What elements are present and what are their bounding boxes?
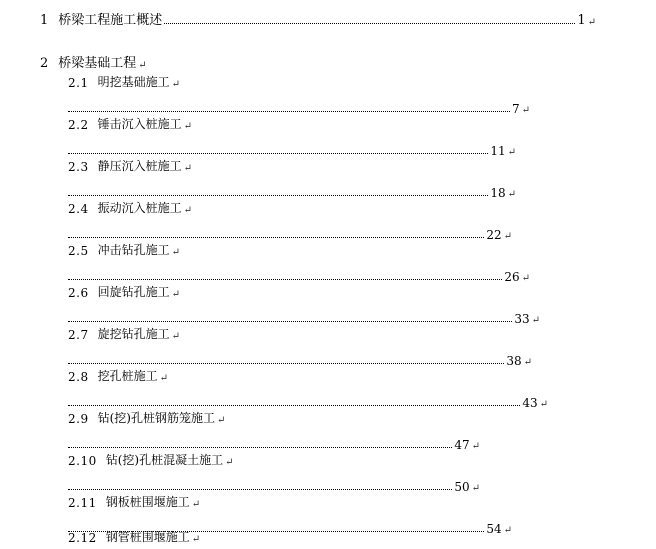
paragraph-mark-icon: ↵: [587, 17, 596, 28]
toc-entry[interactable]: [68, 72, 530, 116]
page-number: 18: [490, 186, 506, 200]
toc-entry[interactable]: [68, 198, 512, 242]
paragraph-mark-icon: ↵: [171, 247, 180, 258]
section-title: 钻(挖)孔桩钢筋笼施工: [97, 411, 215, 425]
toc-chapter-1[interactable]: [40, 10, 596, 28]
paragraph-mark-icon: ↵: [138, 60, 147, 71]
section-number: 2.8: [68, 370, 89, 384]
page-number: 38: [506, 354, 522, 368]
toc-entry[interactable]: [68, 450, 480, 494]
page-number: 47: [454, 438, 470, 452]
chapter-number: 1: [40, 13, 49, 28]
paragraph-mark-icon: ↵: [503, 231, 512, 242]
toc-entry[interactable]: [68, 408, 480, 452]
page-number: 54: [486, 522, 502, 536]
toc-entry[interactable]: [68, 324, 532, 368]
dot-leader: [68, 237, 484, 238]
dot-leader: [68, 447, 452, 448]
section-title: 振动沉入桩施工: [97, 201, 182, 215]
paragraph-mark-icon: ↵: [216, 415, 226, 426]
paragraph-mark-icon: ↵: [171, 79, 180, 90]
section-title: 回旋钻孔施工: [97, 285, 170, 299]
section-number: 2.7: [68, 328, 89, 342]
page-number: 50: [454, 480, 470, 494]
section-title: 钢管桩围堰施工: [105, 530, 190, 544]
section-number: 2.1: [68, 76, 89, 90]
paragraph-mark-icon: ↵: [521, 105, 530, 116]
paragraph-mark-icon: ↵: [159, 373, 168, 384]
paragraph-mark-icon: ↵: [523, 357, 532, 368]
chapter-title: 桥梁工程施工概述: [58, 13, 163, 28]
section-title: 钢板桩围堰施工: [105, 495, 190, 509]
paragraph-mark-icon: ↵: [531, 315, 540, 326]
section-title: 旋挖钻孔施工: [97, 327, 170, 341]
toc-entry[interactable]: [68, 527, 512, 545]
chapter-number: 2: [40, 56, 49, 71]
section-number: 2.3: [68, 160, 89, 174]
page-number: 22: [486, 228, 502, 242]
paragraph-mark-icon: ↵: [503, 525, 512, 536]
paragraph-mark-icon: ↵: [539, 399, 548, 410]
toc-entry[interactable]: [68, 114, 516, 158]
section-number: 2.4: [68, 202, 89, 216]
paragraph-mark-icon: ↵: [191, 534, 201, 545]
section-number: 2.6: [68, 286, 89, 300]
dot-leader: [68, 279, 502, 280]
paragraph-mark-icon: ↵: [521, 273, 530, 284]
page-number: 1: [577, 13, 586, 28]
section-number: 2.10: [68, 454, 97, 468]
section-title: 明挖基础施工: [97, 75, 170, 89]
toc-chapter-2[interactable]: [40, 52, 147, 71]
section-number: 2.5: [68, 244, 89, 258]
section-title: 钻(挖)孔桩混凝土施工: [105, 453, 224, 467]
toc-entry[interactable]: [68, 156, 516, 200]
paragraph-mark-icon: ↵: [507, 147, 516, 158]
section-number: 2.12: [68, 531, 97, 545]
dot-leader: [68, 321, 512, 322]
paragraph-mark-icon: ↵: [183, 121, 192, 132]
page-number: 33: [514, 312, 530, 326]
paragraph-mark-icon: ↵: [183, 163, 192, 174]
dot-leader: [68, 195, 488, 196]
page-number: 26: [504, 270, 520, 284]
page-number: 7: [511, 102, 520, 116]
dot-leader: [68, 405, 520, 406]
paragraph-mark-icon: ↵: [225, 457, 234, 468]
paragraph-mark-icon: ↵: [191, 499, 201, 510]
dot-leader: [68, 153, 488, 154]
paragraph-mark-icon: ↵: [507, 189, 516, 200]
paragraph-mark-icon: ↵: [471, 441, 480, 452]
section-number: 2.9: [68, 412, 89, 426]
dot-leader: [68, 111, 510, 112]
chapter-title: 桥梁基础工程: [58, 56, 137, 71]
toc-entry[interactable]: [68, 366, 548, 410]
page-number: 11: [490, 144, 506, 158]
paragraph-mark-icon: ↵: [183, 205, 192, 216]
paragraph-mark-icon: ↵: [171, 331, 180, 342]
paragraph-mark-icon: ↵: [171, 289, 180, 300]
section-title: 锤击沉入桩施工: [97, 117, 182, 131]
section-number: 2.2: [68, 118, 89, 132]
paragraph-mark-icon: ↵: [471, 483, 480, 494]
toc-entry[interactable]: [68, 282, 540, 326]
dot-leader: [68, 363, 504, 364]
page-number: 43: [522, 396, 538, 410]
dot-leader: [68, 489, 452, 490]
section-title: 挖孔桩施工: [97, 369, 158, 383]
dot-leader: [164, 23, 575, 24]
section-title: 冲击钻孔施工: [97, 243, 170, 257]
section-title: 静压沉入桩施工: [97, 159, 182, 173]
section-number: 2.11: [68, 496, 97, 510]
toc-entry[interactable]: [68, 240, 530, 284]
